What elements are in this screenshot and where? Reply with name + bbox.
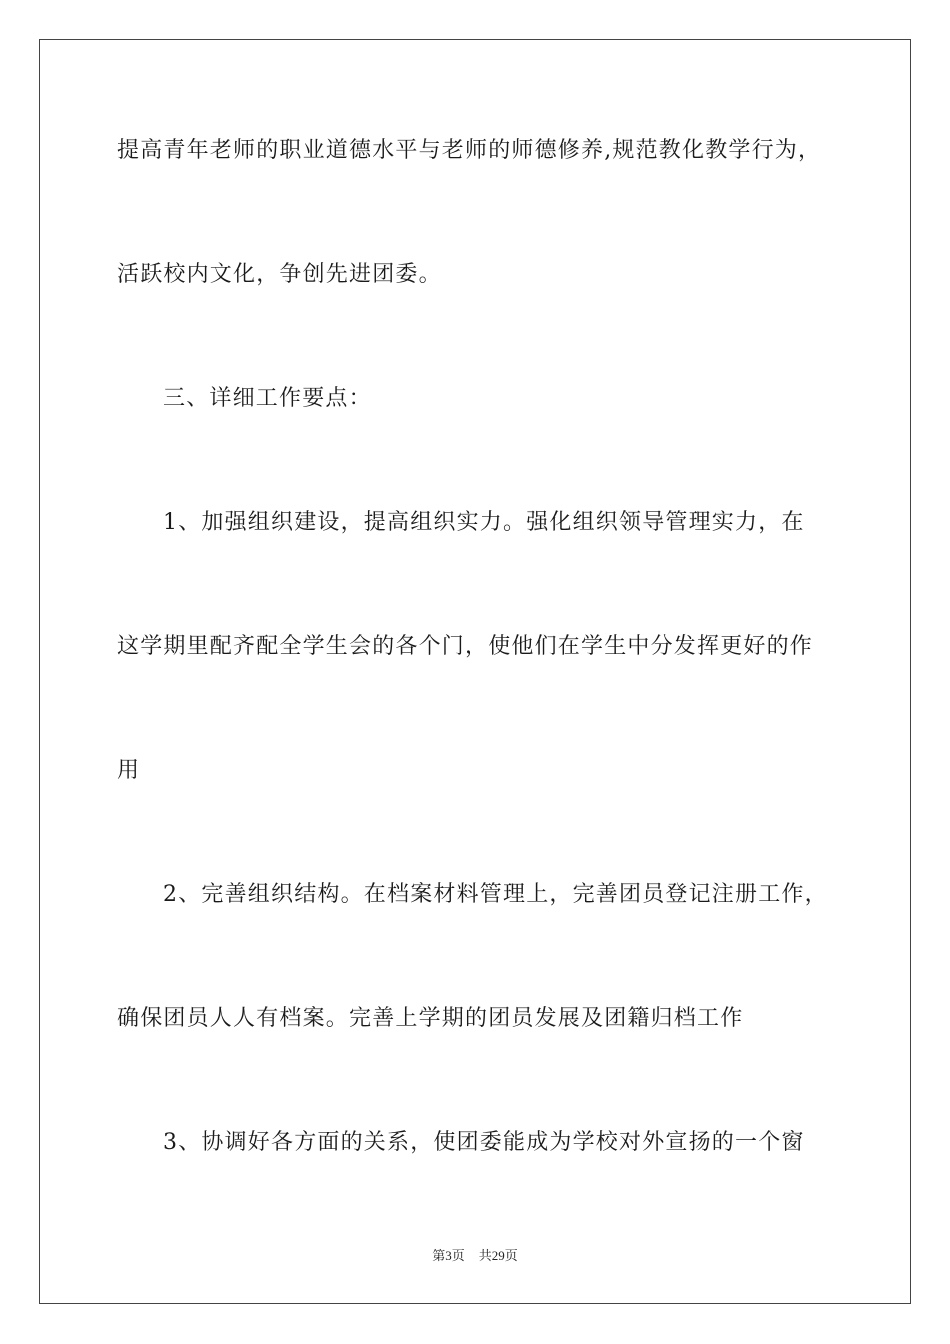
paragraph-line: 活跃校内文化，争创先进团委。 — [117, 262, 442, 287]
paragraph-line: 用 — [117, 758, 141, 783]
page-number: 第3页 — [432, 1248, 465, 1263]
page-footer — [0, 1245, 950, 1264]
paragraph-line: 这学期里配齐配全学生会的各个门，使他们在学生中分发挥更好的作 — [117, 634, 814, 659]
paragraph-line: 3、协调好各方面的关系，使团委能成为学校对外宣扬的一个窗 — [163, 1130, 805, 1155]
paragraph-line: 2、完善组织结构。在档案材料管理上，完善团员登记注册工作， — [163, 882, 828, 907]
paragraph-line: 确保团员人人有档案。完善上学期的团员发展及团籍归档工作 — [117, 1006, 744, 1031]
paragraph-line: 提高青年老师的职业道德水平与老师的师德修养,规范教化教学行为， — [117, 138, 822, 163]
page-total: 共29页 — [478, 1248, 518, 1263]
page-border — [39, 39, 911, 1304]
paragraph-line: 1、加强组织建设，提高组织实力。强化组织领导管理实力，在 — [163, 510, 805, 535]
section-heading: 三、详细工作要点： — [163, 386, 372, 411]
